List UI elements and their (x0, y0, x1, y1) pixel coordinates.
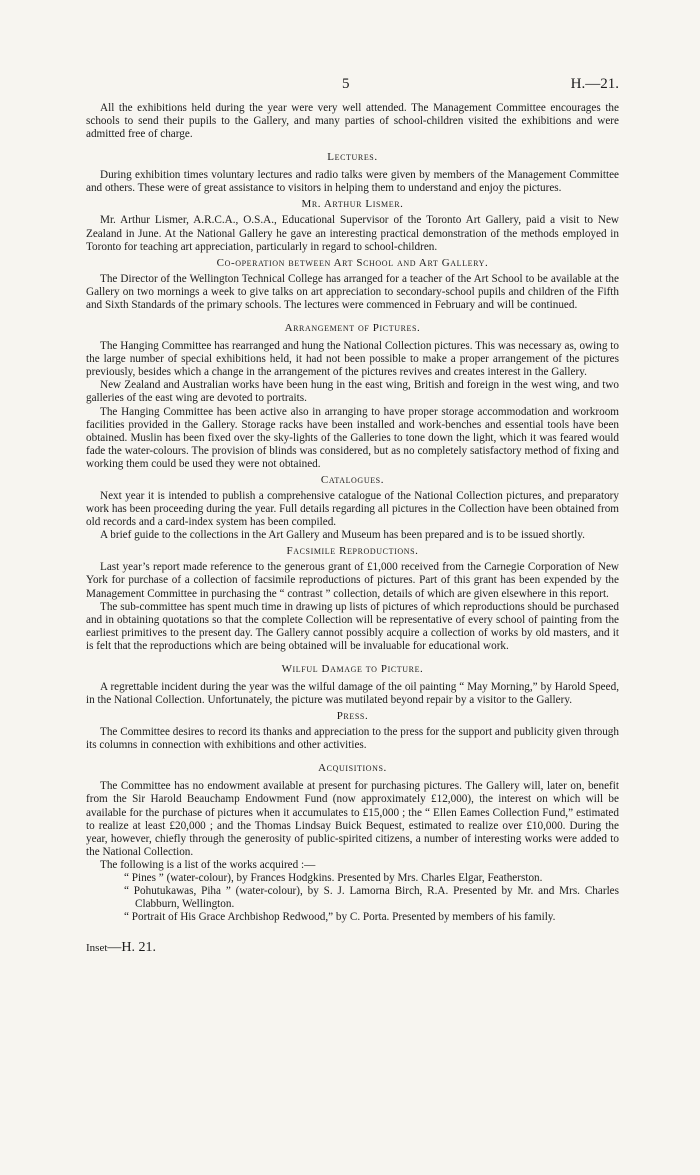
inset-reference: —H. 21. (107, 940, 157, 956)
acquisitions-list (86, 872, 619, 924)
page-footer (86, 940, 619, 956)
intro-paragraph: All the exhibitions held during the year were very well attended. The Management Committee encourages the schools to send their pupils to the Gallery, and many parties of school-children visited the exhibitions and were admitted free of charge. (86, 102, 619, 141)
press-paragraph: The Committee desires to record its thanks and appreciation to the press for the support and publicity given through its columns in connection with exhibitions and other activities. (86, 726, 619, 752)
document-reference: H.—21. (570, 76, 619, 92)
arrangement-paragraph-1: The Hanging Committee has rearranged and hung the National Collection pictures. This was necessary as, owing to the large number of special exhibitions held, it had not been possible to make a proper arrangement of the pictures previously, besides which a change in the arrangement of the pictures revives and creates interest in the Gallery. (86, 340, 619, 379)
page-number: 5 (342, 76, 350, 92)
lectures-heading: Lectures. (327, 151, 378, 164)
catalogues-heading: Catalogues. (320, 473, 385, 486)
arrangement-paragraph-2: New Zealand and Australian works have been hung in the east wing, British and foreign in the west wing, and two galleries of the east wing are devoted to portraits. (86, 379, 619, 405)
damage-heading: Wilful Damage to Picture. (281, 663, 424, 675)
arrangement-heading: Arrangement of Pictures. (284, 322, 421, 335)
lismer-heading: Mr. Arthur Lismer. (301, 198, 404, 211)
cooperation-heading: Co-operation between Art School and Art Gallery. (216, 256, 489, 269)
catalogues-paragraph-2: A brief guide to the collections in the Art Gallery and Museum has been prepared and is to be issued shortly. (100, 529, 585, 542)
facsimile-paragraph-2: The sub-committee has spent much time in drawing up lists of pictures of which reproductions should be purchased and in obtaining quotations so that the complete Collection will be representative of every school of painting from the earliest primitives to the present day. The Gallery cannot possibly acquire a collection of works by old masters, and it is felt that the reproductions which are being obtained will be invaluable for educational work. (86, 600, 619, 652)
list-item: “ Pohutukawas, Piha ” (water-colour), by S. J. Lamorna Birch, R.A. Presented by Mr. and Mrs. Charles Clabburn, Wellington. (124, 885, 619, 911)
list-item: “ Portrait of His Grace Archbishop Redwood,” by C. Porta. Presented by members of his family. (124, 911, 556, 924)
acquisitions-paragraph: The Committee has no endowment available at present for purchasing pictures. The Gallery will, later on, benefit from the Sir Harold Beauchamp Endowment Fund (now approximately £12,000), the interest on which will be available for the purchase of pictures when it accumulates to £15,000 ; the “ Ellen Eames Collection Fund,” estimated to realize at least £20,000 ; and the Thomas Lindsay Buick Bequest, estimated to realize over £10,000. During the year, however, chiefly through the generosity of public-spirited citizens, a number of interesting works were added to the National Collection. (86, 780, 619, 858)
acquisitions-list-intro: The following is a list of the works acquired :— (100, 858, 316, 871)
acquisitions-heading: Acquisitions. (318, 762, 387, 775)
arrangement-paragraph-3: The Hanging Committee has been active also in arranging to have proper storage accommodation and workroom facilities provided in the Gallery. Storage racks have been installed and work-benches and essential tools have been obtained. Muslin has been fixed over the sky-lights of the Galleries to tone down the light, which it was feared would fade the water-colours. The provision of blinds was considered, but as no completely satisfactory method of fixing and working them could be used they were not obtained. (86, 405, 619, 470)
facsimile-paragraph-1: Last year’s report made reference to the generous grant of £1,000 received from the Carnegie Corporation of New York for purchase of a collection of facsimile reproductions of pictures. Part of this grant has been expended by the Management Committee in purchasing the “ contrast ” collection, details of which are given elsewhere in this report. (86, 561, 619, 600)
page-header (86, 76, 619, 96)
lismer-paragraph: Mr. Arthur Lismer, A.R.C.A., O.S.A., Educational Supervisor of the Toronto Art Gallery, paid a visit to New Zealand in June. At the National Gallery he gave an interesting practical demonstration of the methods employed in Toronto for teaching art appreciation, particularly in regard to school-children. (86, 214, 619, 253)
facsimile-heading: Facsimile Reproductions. (286, 545, 419, 558)
list-item: “ Pines ” (water-colour), by Frances Hodgkins. Presented by Mrs. Charles Elgar, Featherston. (124, 872, 543, 885)
document-page (86, 76, 619, 956)
catalogues-paragraph-1: Next year it is intended to publish a comprehensive catalogue of the National Collection pictures, and preparatory work has been proceeding during the year. Full details regarding all pictures in the Collection have been obtained from old records and a card-index system has been compiled. (86, 489, 619, 529)
damage-paragraph: A regrettable incident during the year was the wilful damage of the oil painting “ May Morning,” by Harold Speed, in the National Collection. Unfortunately, the picture was mutilated beyond repair by a visitor to the Gallery. (86, 681, 619, 707)
press-heading: Press. (336, 710, 369, 723)
cooperation-paragraph: The Director of the Wellington Technical College has arranged for a teacher of the Art School to be available at the Gallery on two mornings a week to give talks on art appreciation to secondary-school pupils and children of the Fifth and Sixth Standards of the primary schools. The lectures were commenced in February and will be continued. (86, 272, 619, 311)
lectures-paragraph: During exhibition times voluntary lectures and radio talks were given by members of the Management Committee and others. These were of great assistance to visitors in helping them to understand and enjoy the pictures. (86, 169, 619, 195)
inset-label: Inset (86, 942, 108, 955)
